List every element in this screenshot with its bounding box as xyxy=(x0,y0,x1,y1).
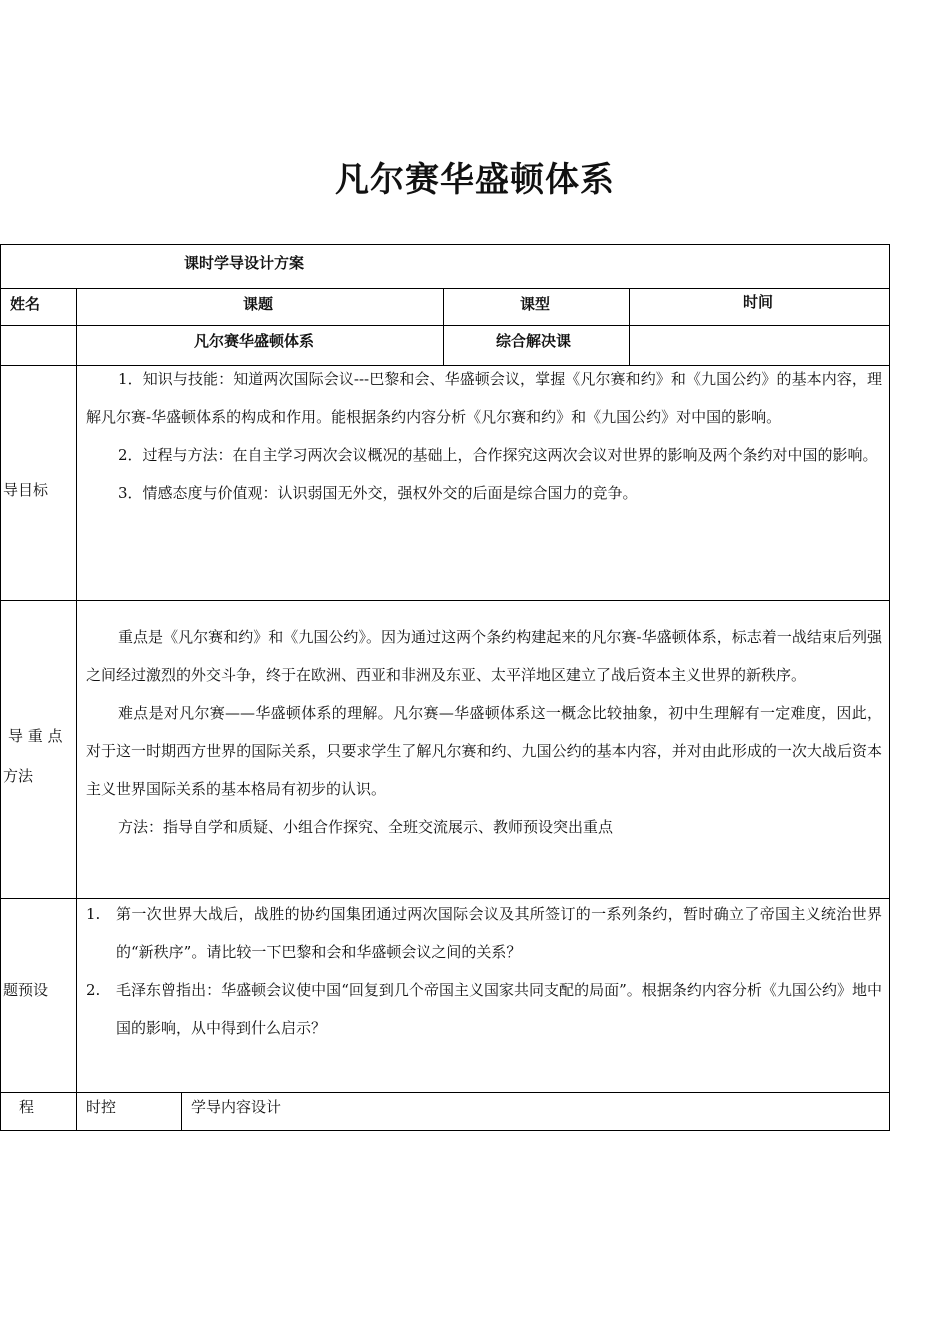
question-item xyxy=(86,895,882,971)
key-points-label: 导 重 点 xyxy=(8,727,63,745)
header-time: 时间 xyxy=(743,293,774,311)
goal-paragraph: 1．知识与技能：知道两次国际会议---巴黎和会、华盛顿会议，掌握《凡尔赛和约》和《九国公约》的基本内容，理解凡尔赛-华盛顿体系的构成和作用。能根据条约内容分析《凡尔赛和约》和《九国公约》对中国的影响。 xyxy=(86,370,882,426)
table-line xyxy=(0,1130,890,1131)
table-line xyxy=(443,288,444,366)
table-line xyxy=(0,325,890,326)
table-caption: 课时学导设计方案 xyxy=(184,254,305,272)
question-number: 1. xyxy=(86,905,101,923)
document-title: 凡尔赛华盛顿体系 xyxy=(335,160,615,200)
key-point-paragraph: 方法：指导自学和质疑、小组合作探究、全班交流展示、教师预设突出重点 xyxy=(118,818,614,836)
header-lesson-type: 课型 xyxy=(520,295,551,313)
key-points-content xyxy=(86,618,882,846)
goal-paragraph: 2．过程与方法：在自主学习两次会议概况的基础上，合作探究这两次会议对世界的影响及两个条约对中国的影响。 xyxy=(118,446,878,464)
question-number: 2. xyxy=(86,981,101,999)
process-col-design: 学导内容设计 xyxy=(191,1098,282,1116)
key-point-paragraph: 难点是对凡尔赛——华盛顿体系的理解。凡尔赛—华盛顿体系这一概念比较抽象，初中生理解有一定难度，因此，对于这一时期西方世界的国际关系，只要求学生了解凡尔赛和约、九国公约的基本内容，并对由此形成的一次大战后资本主义世界国际关系的基本格局有初步的认识。 xyxy=(86,704,882,798)
table-line xyxy=(0,600,890,601)
header-name: 姓名 xyxy=(10,295,41,313)
questions-content xyxy=(86,895,882,1047)
table-line xyxy=(629,288,630,366)
goals-content xyxy=(86,360,882,512)
topic-value: 凡尔赛华盛顿体系 xyxy=(194,332,315,350)
lesson-type-value: 综合解决课 xyxy=(496,332,572,350)
table-line xyxy=(76,288,77,1131)
question-text: 第一次世界大战后，战胜的协约国集团通过两次国际会议及其所签订的一系列条约，暂时确立了帝国主义统治世界的“新秩序”。请比较一下巴黎和会和华盛顿会议之间的关系？ xyxy=(116,905,882,961)
table-line xyxy=(181,1092,182,1131)
question-item xyxy=(86,971,882,1047)
key-points-label-2: 方法 xyxy=(3,767,34,785)
key-point-paragraph: 重点是《凡尔赛和约》和《九国公约》。因为通过这两个条约构建起来的凡尔赛-华盛顿体系，标志着一战结束后列强之间经过激烈的外交斗争，终于在欧洲、西亚和非洲及东亚、太平洋地区建立了战后资本主义世界的新秩序。 xyxy=(86,628,882,684)
table-line xyxy=(0,244,890,245)
process-col-time: 时控 xyxy=(86,1098,117,1116)
table-line xyxy=(889,244,890,1131)
process-col-label: 程 xyxy=(19,1098,35,1116)
goals-label: 导目标 xyxy=(3,481,49,499)
questions-label: 题预设 xyxy=(3,981,49,999)
table-line xyxy=(0,244,1,1131)
question-text: 毛泽东曾指出：华盛顿会议使中国“回复到几个帝国主义国家共同支配的局面”。根据条约内容分析《九国公约》地中国的影响，从中得到什么启示？ xyxy=(116,981,882,1037)
table-line xyxy=(0,288,890,289)
goal-paragraph: 3．情感态度与价值观：认识弱国无外交，强权外交的后面是综合国力的竞争。 xyxy=(118,484,638,502)
header-topic: 课题 xyxy=(243,295,274,313)
table-line xyxy=(0,1092,890,1093)
